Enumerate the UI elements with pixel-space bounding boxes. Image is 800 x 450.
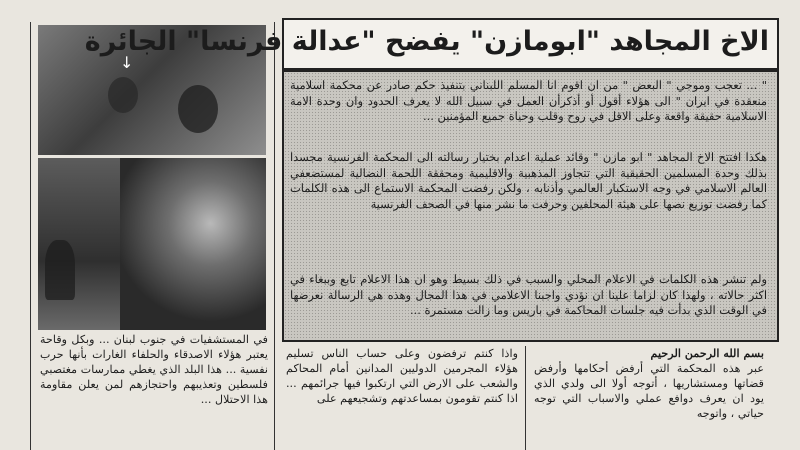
headline: الاخ المجاهد "ابومازن" يفضح "عدالة فرنسا" الجائرة [84,26,769,57]
article-paragraph: هكذا افتتح الاخ المجاهد " ابو مازن " وقائد عملية اعدام بختيار رسالته الى المحكمة الفرنسية مجسدا بذلك وحدة المسلمين الحقيقية التي تتجاوز المذهبية والاقليمية ومحققة اللحمة النضالية لمستضعفي العالم الاسلامي في وجه الاستكبار العالمي وأذنابه ، ولكن رفضت المحكمة الاستماع الى هذه الكلمات كما رفضت توزيع نصها على هيئة المحلفين وحرفت ما نشر منها في الصحف الفرنسية [290,150,767,211]
photo-figure [178,85,218,133]
column-rule-center [274,22,275,450]
photo-figure [45,240,75,300]
column-left-text: في المستشفيات في جنوب لبنان ... وبكل وقاحة يعتبر هؤلاء الاصدقاء والحلفاء الغارات بأنها حرب نفسية ... هذا البلد الذي يغطي ممارسات مغتصبي فلسطين وتعذيبهم واحتجازهم لمن يعلن مقاومة هذا الاحتلال ... [40,333,268,406]
column-rule-bottom [525,346,526,450]
article-paragraph: ولم تنشر هذه الكلمات في الاعلام المحلي والسبب في ذلك بسيط وهو ان هذا الاعلام تابع وببغاء في اكثر حالاته ، ولهذا كان لزاما علينا ان نؤدي واجبنا الاعلامي في هذا المجال وهذه هي الرسالة نعرضها في الوقت الذي بدأت فيه جلسات المحاكمة في باريس وما زالت مستمرة ... [290,272,767,317]
column-right [534,346,764,421]
photo-figure [108,77,138,113]
photo-portrait [120,158,266,330]
column-right-text: عبر هذه المحكمة التي أرفض أحكامها وأرفض قضاتها ومستشاريها ، أتوجه أولا الى ولدي الذي يود ان يعرف دوافع عملي والاسباب التي توجه حياتي ، واتوجه [534,362,764,420]
arrow-marker-icon: ↓ [120,53,134,72]
column-right-heading: بسم الله الرحمن الرحيم [650,346,764,360]
article-box [282,70,779,342]
article-paragraph: " ... تعجب وموجي " البعض " من ان اقوم انا المسلم اللبناني بتنفيذ حكم صادر عن محكمة اسلامية منعقدة في ايران " الى هؤلاء أقول أو أذكرأن العمل في سبيل الله لا يعرف الحدود وان وحدة الامة الاسلامية حقيقة واقعة وعلى الاقل في روح وقلب وحياة جميع المؤمنين ... [290,78,767,123]
headline-box [84,18,779,70]
column-middle-text: واذا كنتم ترفضون وعلى حساب الناس تسليم هؤلاء المجرمين الدوليين المدانين أمام المحاكم والشعب على الارض التي ارتكبوا فيها جرائمهم ... اذا كنتم تقومون بمساعدتهم وتشجيعهم على [286,347,518,405]
column-rule-left [30,22,31,450]
